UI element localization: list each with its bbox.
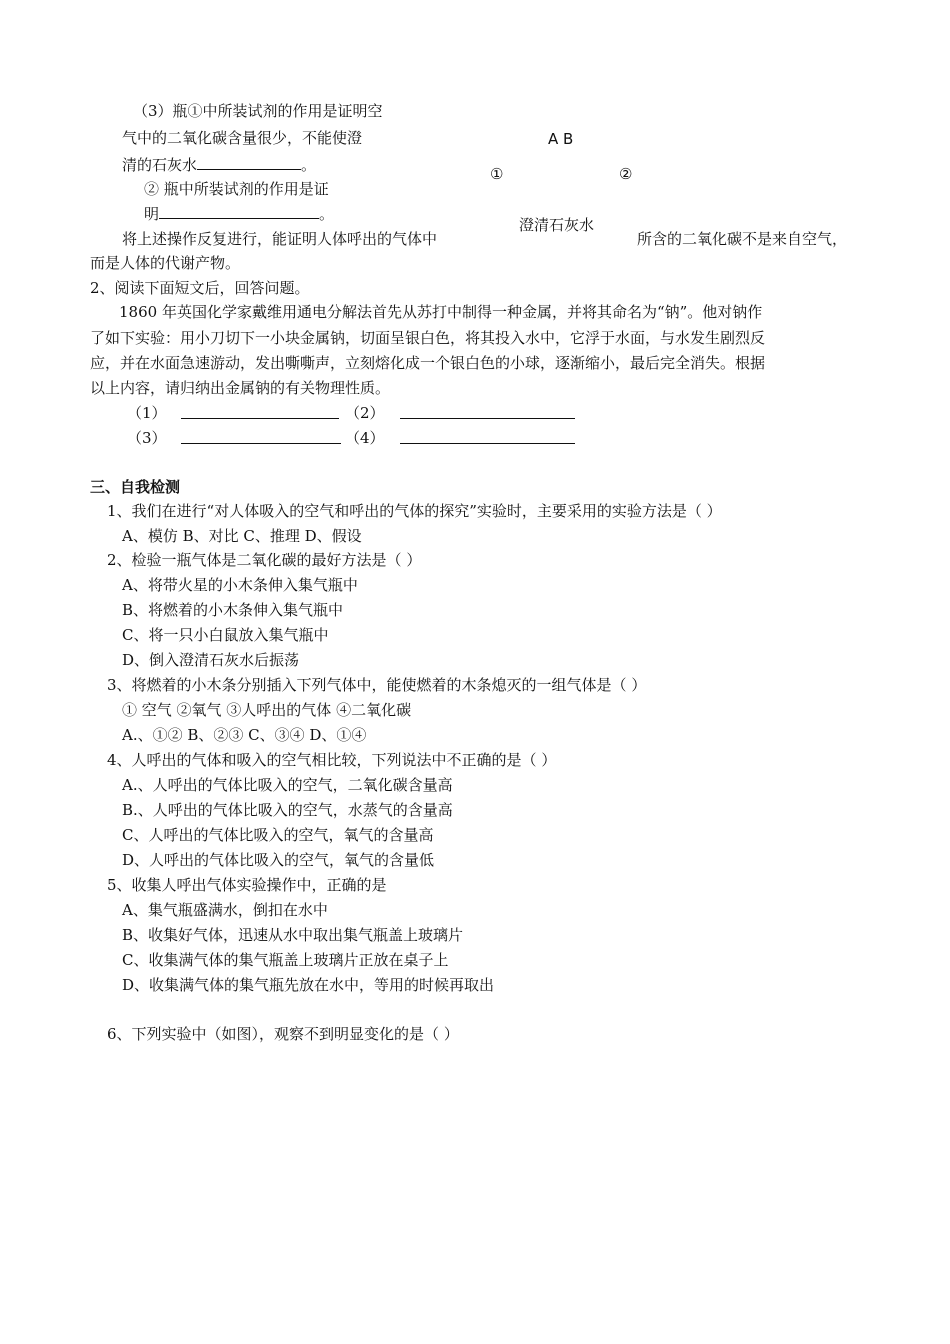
figure-label-bottle-2: ②	[619, 165, 633, 183]
q3-line3-suffix: 。	[301, 156, 317, 174]
option-b: B、将燃着的小木条伸入集气瓶中	[122, 601, 344, 619]
q3b-line1: ② 瓶中所装试剂的作用是证	[144, 180, 329, 198]
answer-line	[181, 418, 339, 419]
answer-line	[181, 443, 341, 444]
reading-paragraph-line: 以上内容，请归纳出金属钠的有关物理性质。	[90, 379, 391, 397]
question-5: 5、收集人呼出气体实验操作中，正确的是	[107, 876, 387, 894]
option-b: B.、人呼出的气体比吸入的空气，水蒸气的含量高	[122, 801, 453, 819]
blank-label-4: （4）	[345, 429, 385, 447]
question-2: 2、检验一瓶气体是二氧化碳的最好方法是（ ）	[107, 551, 422, 569]
option-a: A、将带火星的小木条伸入集气瓶中	[122, 576, 358, 594]
section-title: 三、自我检测	[90, 478, 181, 496]
figure-label-bottle-1: ①	[490, 165, 504, 183]
answer-blank	[159, 203, 319, 219]
q3-line2: 气中的二氧化碳含量很少，不能使澄	[122, 129, 363, 147]
question-3-options: A.、①② B、②③ C、③④ D、①④	[122, 726, 367, 744]
answer-blank	[197, 154, 301, 170]
question-3: 3、将燃着的小木条分别插入下列气体中，能使燃着的木条熄灭的一组气体是（ ）	[107, 676, 647, 694]
conclusion-right: 所含的二氧化碳不是来自空气，	[637, 230, 848, 248]
option-c: C、收集满气体的集气瓶盖上玻璃片正放在桌子上	[122, 951, 449, 969]
blank-label-1: （1）	[127, 404, 167, 422]
question-3-items: ① 空气 ②氧气 ③人呼出的气体 ④二氧化碳	[122, 701, 412, 719]
option-d: D、倒入澄清石灰水后振荡	[122, 651, 300, 669]
question-4: 4、人呼出的气体和吸入的空气相比较，下列说法中不正确的是（ ）	[107, 751, 557, 769]
option-b: B、收集好气体，迅速从水中取出集气瓶盖上玻璃片	[122, 926, 464, 944]
conclusion-left: 将上述操作反复进行，能证明人体呼出的气体中	[122, 230, 438, 248]
option-c: C、将一只小白鼠放入集气瓶中	[122, 626, 329, 644]
q3b-line2-prefix: 明	[144, 205, 160, 223]
option-d: D、人呼出的气体比吸入的空气，氧气的含量低	[122, 851, 435, 869]
blank-label-2: （2）	[345, 404, 385, 422]
option-a: A、集气瓶盛满水，倒扣在水中	[122, 901, 328, 919]
blank-label-3: （3）	[127, 429, 167, 447]
question-1: 1、我们在进行“对人体吸入的空气和呼出的气体的探究”实验时，主要采用的实验方法是（ ）	[107, 502, 722, 520]
answer-line	[400, 443, 575, 444]
option-c: C、人呼出的气体比吸入的空气，氧气的含量高	[122, 826, 434, 844]
q3b-line2-suffix: 。	[319, 205, 335, 223]
q3-line1: （3）瓶①中所装试剂的作用是证明空	[133, 102, 383, 120]
q3-line3-prefix: 清的石灰水	[122, 156, 198, 174]
reading-paragraph-line: 了如下实验：用小刀切下一小块金属钠，切面呈银白色，将其投入水中，它浮于水面，与水发生剧烈反	[90, 329, 766, 347]
conclusion-line2: 而是人体的代谢产物。	[90, 254, 241, 272]
q3-line3	[122, 154, 316, 175]
option-d: D、收集满气体的集气瓶先放在水中，等用的时候再取出	[122, 976, 495, 994]
answer-line	[400, 418, 575, 419]
figure-label-ab: A B	[548, 130, 574, 148]
reading-paragraph-line: 1860 年英国化学家戴维用通电分解法首先从苏打中制得一种金属，并将其命名为“钠”。他对钠作	[119, 303, 763, 321]
question-1-options: A、模仿 B、对比 C、推理 D、假设	[122, 527, 362, 545]
figure-label-reagent: 澄清石灰水	[519, 216, 595, 234]
q3b-line2	[144, 203, 334, 224]
reading-paragraph-line: 应，并在水面急速游动，发出嘶嘶声，立刻熔化成一个银白色的小球，逐渐缩小，最后完全消失。根据	[90, 354, 766, 372]
question-6: 6、下列实验中（如图），观察不到明显变化的是（ ）	[107, 1025, 459, 1043]
reading-heading: 2、阅读下面短文后，回答问题。	[90, 279, 310, 297]
option-a: A.、人呼出的气体比吸入的空气，二氧化碳含量高	[122, 776, 453, 794]
